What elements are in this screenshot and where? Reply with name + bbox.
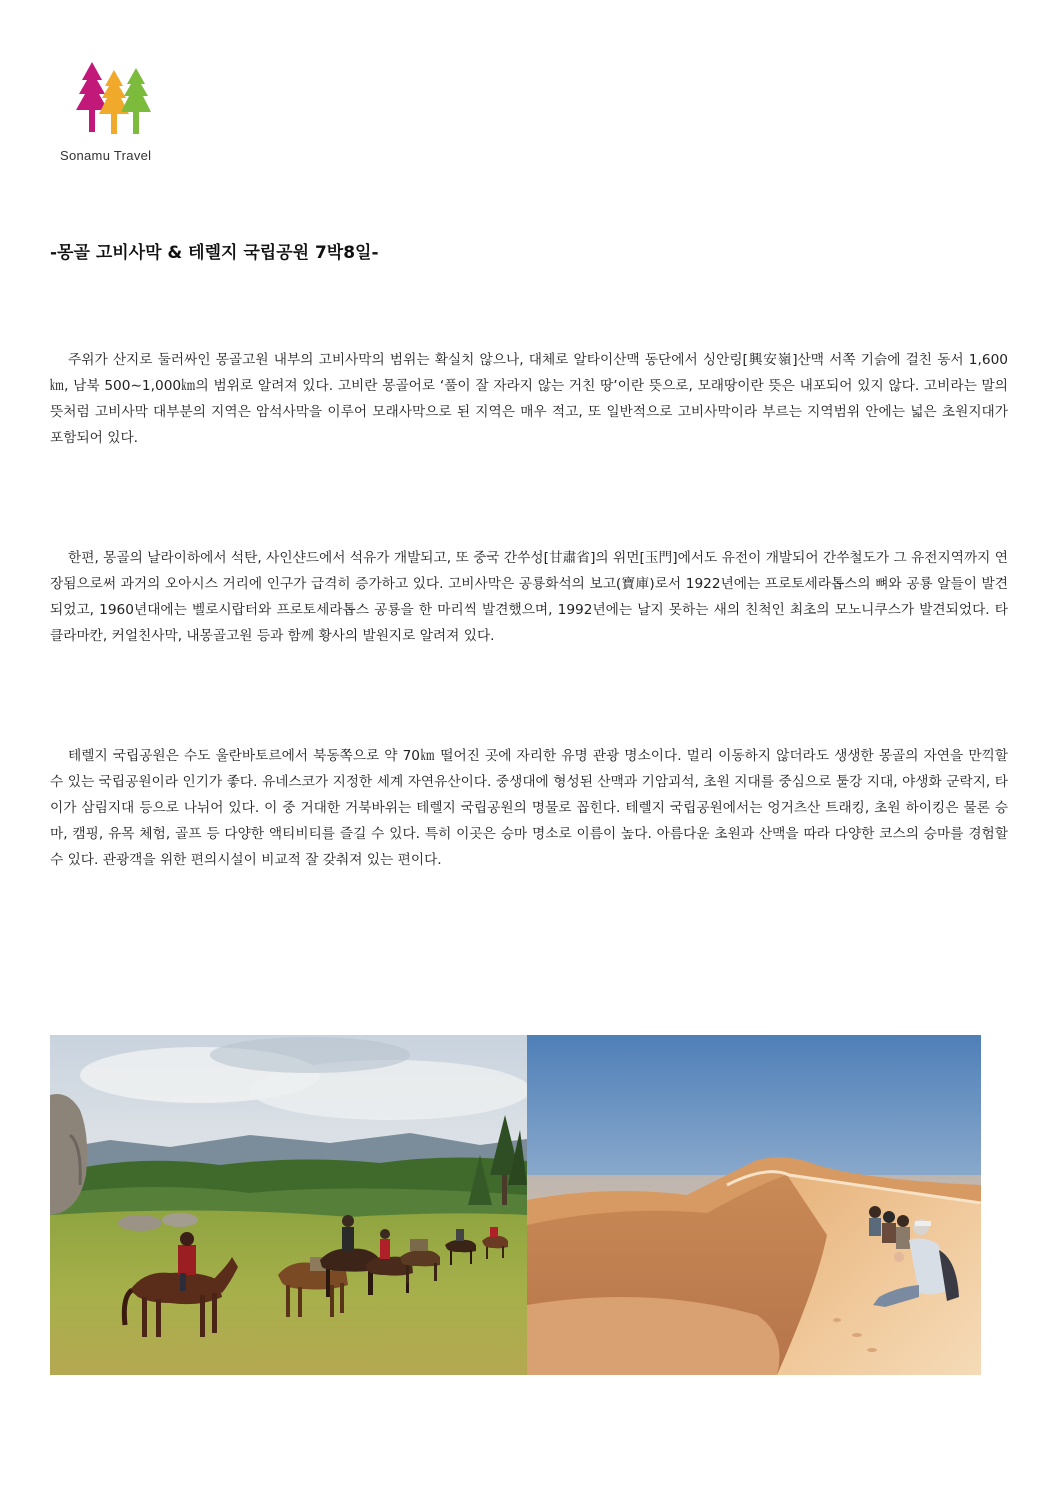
paragraph-gobi-history: 한편, 몽골의 날라이하에서 석탄, 사인샨드에서 석유가 개발되고, 또 중국 간쑤성[甘肅省]의 위먼[玉門]에서도 유전이 개발되어 간쑤철도가 그 유전지역까지 연장됨으로써 과거의 오아시스 거리에 인구가 급격히 증가하고 있다. 고비사막은 공룡화석의 보고(寶庫)로서 1922년에는 프로토세라톱스의 뼈와 공룡 알들이 발견되었고, 1960년대에는 벨로시랍터와 프로토세라톱스 공룡을 한 마리씩 발견했으며, 1992년에는 날지 못하는 새의 친척인 최초의 모노니쿠스가 발견되었다. 타클라마칸, 커얼친사막, 내몽골고원 등과 함께 황사의 발원지로 알려져 있다. [50,550,1008,644]
brand-name: Sonamu Travel [60,148,152,163]
sonamu-travel-logo [60,58,180,168]
paragraph-terelj-park: 테렐지 국립공원은 수도 울란바토르에서 북동쪽으로 약 70㎞ 떨어진 곳에 자리한 유명 관광 명소이다. 멀리 이동하지 않더라도 생생한 몽골의 자연을 만끽할 수 있는 국립공원이라 인기가 좋다. 유네스코가 지정한 세계 자연유산이다. 중생대에 형성된 산맥과 기암괴석, 초원 지대를 중심으로 툴강 지대, 야생화 군락지, 타이가 삼림지대 등으로 나뉘어 있다. 이 중 거대한 거북바위는 테렐지 국립공원의 명물로 꼽힌다. 테렐지 국립공원에서는 엉거츠산 트래킹, 초원 하이킹은 물론 승마, 캠핑, 유목 체험, 골프 등 다양한 액티비티를 즐길 수 있다. 특히 이곳은 승마 명소로 이름이 높다. 아름다운 초원과 산맥을 따라 다양한 코스의 승마를 경험할 수 있다. 관광객을 위한 편의시설이 비교적 잘 갖춰져 있는 편이다. [50,748,1008,868]
tree-logo-icon [70,58,160,138]
document-title: -몽골 고비사막 & 테렐지 국립공원 7박8일- [50,243,379,263]
green-tree-icon [121,68,151,134]
photo-sand-dune [527,1035,981,1375]
paragraph-gobi-desert: 주위가 산지로 둘러싸인 몽골고원 내부의 고비사막의 범위는 확실치 않으나, 대체로 알타이산맥 동단에서 싱안링[興安嶺]산맥 서쪽 기슭에 걸친 동서 1,600㎞, 남북 500∼1,000㎞의 범위로 알려져 있다. 고비란 몽골어로 ‘풀이 잘 자라지 않는 거친 땅’이란 뜻으로, 모래땅이란 뜻은 내포되어 있지 않다. 고비라는 말의 뜻처럼 고비사막 대부분의 지역은 암석사막을 이루어 모래사막으로 된 지역은 매우 적고, 또 일반적으로 고비사막이라 부르는 지역범위 안에는 넓은 초원지대가 포함되어 있다. [50,352,1008,446]
photo-horseback-riders [50,1035,527,1375]
